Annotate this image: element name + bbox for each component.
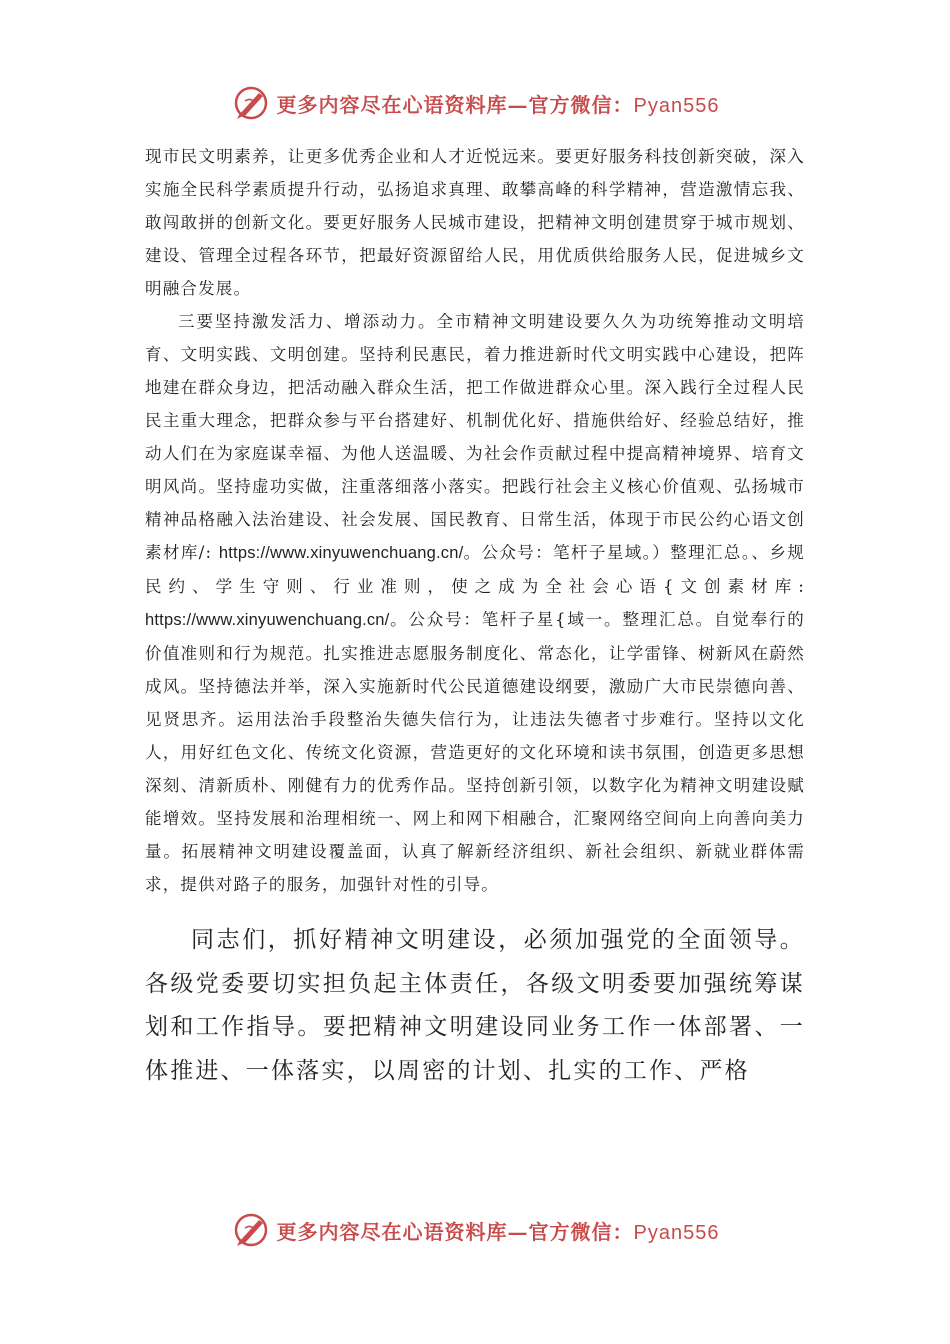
- header-wechat-id: Pyan556: [633, 94, 720, 117]
- header-banner-label: 更多内容尽在心语资料库—官方微信：: [276, 92, 634, 117]
- footer-banner: [0, 1205, 950, 1255]
- url-link-1[interactable]: https://www.xinyuwenchuang.cn/: [218, 544, 464, 562]
- footer-wechat-id: Pyan556: [633, 1221, 720, 1244]
- paragraph-2-part-1: 三要坚持激发活力、增添动力。全市精神文明建设要久久为功统筹推动文明培育、文明实践、文明创建。坚持利民惠民，着力推进新时代文明实践中心建设，把阵地建在群众身边，把活动融入群众生活，把工作做进群众心里。深入践行全过程人民民主重大理念，把群众参与平台搭建好、机制优化好、措施供给好、经验总结好，推动人们在为家庭谋幸福、为他人送温暖、为社会作贡献过程中提高精神境界、培育文明风尚。坚持虚功实做，注重落细落小落实。把践行社会主义核心价值观、弘扬城市精神品格融入法治建设、社会发展、国民教育、日常生活，体现于市民公约心语文创素材库/:: [145, 312, 805, 562]
- paragraph-3: 同志们，抓好精神文明建设，必须加强党的全面领导。各级党委要切实担负起主体责任，各级文明委要加强统筹谋划和工作指导。要把精神文明建设同业务工作一体部署、一体推进、一体落实，以周密的计划、扎实的工作、严格: [145, 927, 805, 1084]
- document-body: [145, 140, 805, 1093]
- pen-quill-logo-icon: [231, 83, 271, 123]
- header-banner-text: [277, 89, 720, 118]
- url-link-2[interactable]: https://www.xinyuwenchuang.cn/: [145, 611, 390, 629]
- header-banner: [0, 78, 950, 128]
- footer-banner-label: 更多内容尽在心语资料库—官方微信：: [276, 1219, 634, 1244]
- footer-banner-text: [277, 1216, 720, 1245]
- paragraph-2: [145, 305, 805, 901]
- footer-pen-quill-logo-icon: [231, 1210, 271, 1250]
- paragraph-1: 现市民文明素养，让更多优秀企业和人才近悦远来。要更好服务科技创新突破，深入实施全民科学素质提升行动，弘扬追求真理、敢攀高峰的科学精神，营造激情忘我、敢闯敢拼的创新文化。要更好服务人民城市建设，把精神文明创建贯穿于城市规划、建设、管理全过程各环节，把最好资源留给人民，用优质供给服务人民，促进城乡文明融合发展。: [145, 147, 805, 298]
- paragraph-2-part-3: 。公众号：笔杆子星{域一。整理汇总。自觉奉行的价值准则和行为规范。扎实推进志愿服务制度化、常态化，让学雷锋、树新风在蔚然成风。坚持德法并举，深入实施新时代公民道德建设纲要，激励广大市民崇德向善、见贤思齐。运用法治手段整治失德失信行为，让违法失德者寸步难行。坚持以文化人，用好红色文化、传统文化资源，营造更好的文化环境和读书氛围，创造更多思想深刻、清新质朴、刚健有力的优秀作品。坚持创新引领，以数字化为精神文明建设赋能增效。坚持发展和治理相统一、网上和网下相融合，汇聚网络空间向上向善向美力量。拓展精神文明建设覆盖面，认真了解新经济组织、新社会组织、新就业群体需求，提供对路子的服务，加强针对性的引导。: [145, 610, 805, 894]
- paragraph-2-part-2: 。公众号：笔杆子星域。）整理汇总。、乡规民约、学生守则、行业准则，使之成为全社会心语{文创素材库:: [145, 543, 805, 596]
